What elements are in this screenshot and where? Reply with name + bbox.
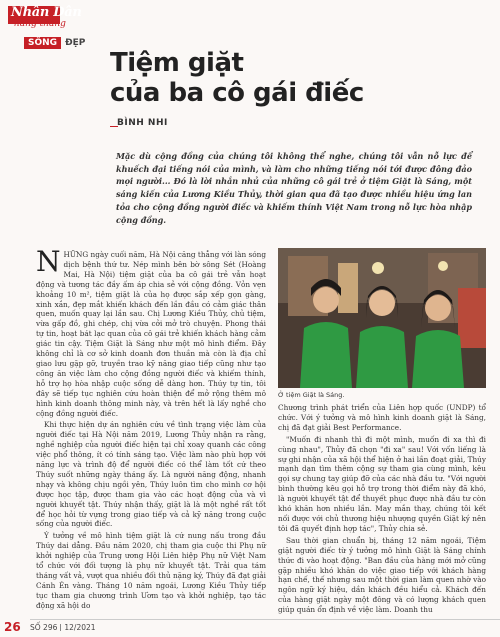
- photo-caption: Ở tiệm Giặt là Sáng.: [278, 391, 345, 399]
- masthead: [0, 0, 500, 34]
- body-paragraph: [36, 245, 266, 418]
- issue-info: [30, 623, 96, 632]
- page-footer: [0, 619, 500, 637]
- brand-title: Nhân Dân: [11, 5, 82, 20]
- footer-rule: [30, 619, 500, 620]
- body-paragraph: "Muốn đi nhanh thì đi một mình, muốn đi xa thì đi cùng nhau", Thủy đã chọn "đi xa" sau! Với vốn liếng là sự ghi nhận của xã hội thể hiện ở hai lần đoạt giải, Thúy mạnh dạn tìm thêm cộng sự tham gia cùng mình, kêu gọi sự chung tay giúp đỡ của các nhà đầu tư. "Với người bình thường kêu gọi hỗ trợ trong thời điểm này đã khó, là người khuyết tật để thuyết phục được nhà đầu tư còn khó khăn hơn nhiều lần. May mắn thay, chúng tôi kết nối được với chủ thương hiệu nhượng quyền Giặt ký nên tôi đã quyết định hợp tác", Thủy chia sẻ.: [278, 434, 486, 533]
- article-headline: [110, 48, 410, 108]
- body-paragraph: Khi thực hiện dự án nghiên cứu về tình trạng việc làm của người điếc tại Hà Nội năm 2019, Lương Thủy nhận ra rằng, nghề nghiệp của người điếc hiện tại chỉ xoay quanh các công việc phổ thông, ít có tính sáng tạo. Việc làm nào phù hợp với năng lực và trình độ để người điếc có thể làm tốt cứ theo Thúy suốt những ngày tháng ấy. Là người năng động, nhanh nhạy và không chịu ngồi yên, Thúy luôn tìm cho mình cơ hội được học tập, được tham gia vào các hoạt động của và vì người khuyết tật. Thúy nhận thấy, giặt là là một nghề rất tốt để học hỏi từ vựng trong giao tiếp và cả kỹ năng trong cuộc sống của người điếc.: [36, 420, 266, 529]
- article-photo: [278, 248, 486, 388]
- drop-cap: N: [36, 245, 61, 278]
- headline-line-2: của ba cô gái điếc: [110, 78, 364, 108]
- headline-line-1: Tiệm giặt: [110, 48, 244, 78]
- issue-separator: [60, 624, 61, 631]
- issue-number: SỐ 296: [30, 623, 58, 632]
- photo-illustration: [278, 248, 486, 388]
- paragraph-text: HỮNG ngày cuối năm, Hà Nội căng thẳng với làn sóng dịch bệnh thứ tư. Nép mình bên bờ sông Sét (Hoàng Mai, Hà Nội) tiệm giặt của ba cô gái trẻ vẫn hoạt động và tương tác đầy ấm áp chia sẻ với cộng đồng. Vỏn vẹn khoảng 10 m², tiệm giặt là của họ được sắp xếp gọn gàng, xinh xắn, đẹp mắt khiến khách đến lần đầu có cảm giác thân quen, muốn quay lại lần sau. Chị Lương Kiều Thủy, chủ tiệm, vừa gấp đồ, ghi chép, chị vừa cởi mở trò chuyện. Phong thái tự tin, hoạt bát lạc quan của cô gái trẻ khiến khách hàng cảm giác tin cậy. Tiệm Giặt là Sáng như một mô hình điểm. Đây không chỉ là cơ sở kinh doanh đơn thuần mà còn là địa chỉ giao lưu gặp gỡ, truyền trao kỹ năng giao tiếp cũng như tạo công ăn việc làm cho cộng đồng người điếc và khiếm thính, hỗ trợ họ hòa nhập cuộc sống dễ dàng hơn. Thúy tự tin, tôi đây sẽ tiếp tục nghiên cứu hoàn thiện để mở rộng thêm mô hình kinh doanh thông minh này, và trên hết là lấy nghề cho cộng đồng người điếc.: [36, 250, 266, 418]
- issue-date: 12/2021: [64, 623, 96, 632]
- section-tag-primary: SỐNG: [24, 37, 61, 49]
- body-column-left: [36, 245, 266, 613]
- body-paragraph: Ý tưởng về mô hình tiệm giặt là cứ nung nấu trong đầu Thúy dai dẳng. Đầu năm 2020, chị tham gia cuộc thi Phụ nữ khởi nghiệp của Trung ương Hội Liên hiệp Phụ nữ Việt Nam tổ chức với đối tượng là phụ nữ khuyết tật. Trải qua tám tháng vất vả, vượt qua nhiều đối thủ nặng ký, Thúy đã đạt giải Cánh Én vàng. Tháng 10 năm ngoái, Lương Kiều Thủy tiếp tục tham gia chương trình Ươm tạo và khởi nghiệp, tạo tác động xã hội do: [36, 531, 266, 610]
- body-column-right: [278, 403, 486, 617]
- author-byline: BÌNH NHI: [117, 118, 168, 128]
- body-paragraph: Sau thời gian chuẩn bị, tháng 12 năm ngoái, Tiệm giặt người điếc từ ý tưởng mô hình Giặt là Sáng chính thức đi vào hoạt động. "Ban đầu của hàng mới mở cũng gặp nhiều khó khăn do việc giao tiếp với khách hàng hạn chế, thế nhưng sau một thời gian làm quen nhờ vào ngôn ngữ ký hiệu, dần khách đều hiểu cả. Khách đến của hàng giặt ngày một đông và có lượng khách quen giúp quán ổn định về việc làm. Doanh thu: [278, 535, 486, 615]
- page-number: 26: [4, 620, 21, 634]
- section-tag-secondary: ĐẸP: [65, 38, 86, 48]
- lead-paragraph: Mặc dù cộng đồng của chúng tôi không thể nghe, chúng tôi vẫn nỗ lực để khuếch đại tiếng nói của mình, và làm cho những tiếng nói tới được đông đảo mọi người... Đó là lời nhắn nhủ của những cô gái trẻ ở tiệm Giặt là Sáng, một sáng kiến của Lương Kiều Thủy, thời gian qua đã tạo được nhiều hiệu ứng lan tỏa cho cộng đồng người điếc và khiếm thính Việt Nam trong nỗ lực hòa nhập cộng đồng.: [116, 151, 472, 225]
- body-paragraph: Chương trình phát triển của Liên hợp quốc (UNDP) tổ chức. Với ý tưởng và mô hình kinh doanh giặt là Sáng, chị đã đạt giải Best Performance.: [278, 403, 486, 432]
- brand-subtitle: hằng tháng: [14, 19, 66, 29]
- section-tag: [24, 36, 85, 50]
